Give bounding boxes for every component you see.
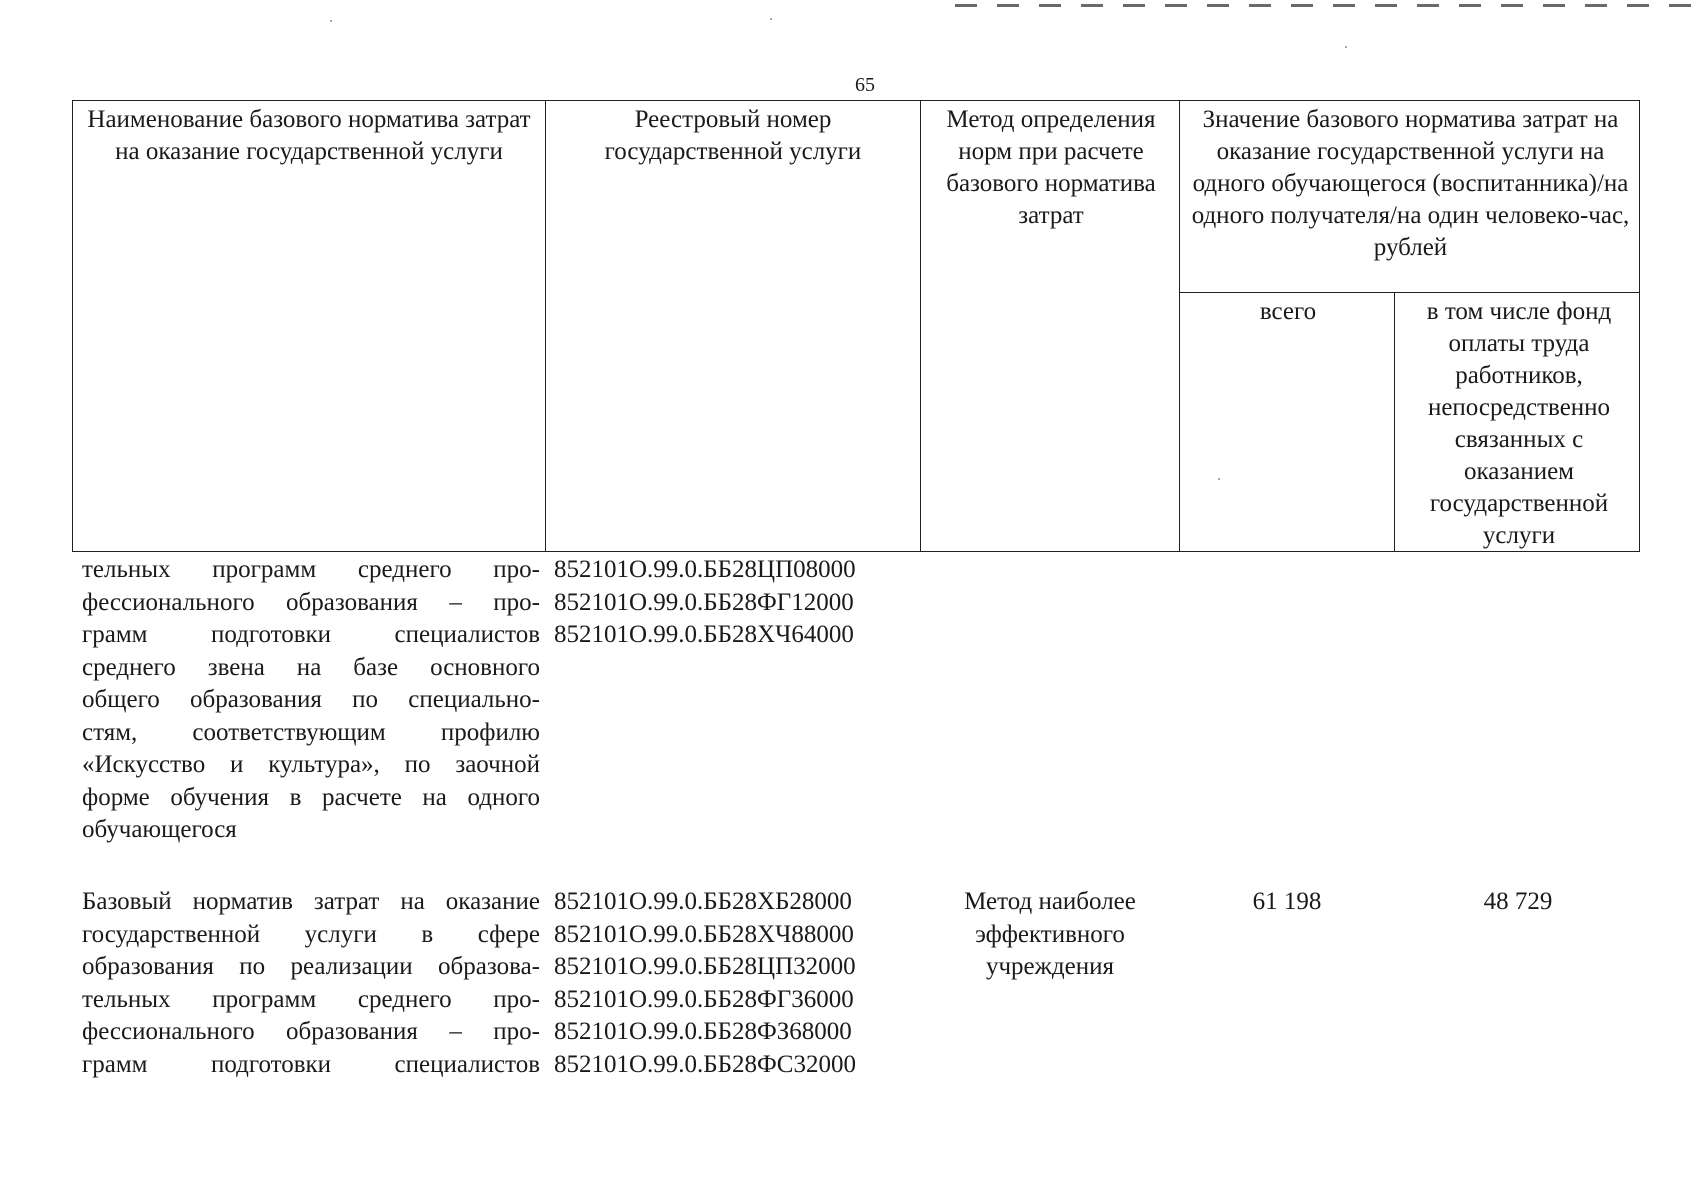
text-line: фессионального образования – про- [82, 1018, 540, 1045]
header-registry-number-column: Реестровый номер государственной услуги [604, 106, 862, 165]
registry-number: 852101О.99.0.ББ28ФС32000 [554, 1050, 856, 1078]
text-line: образования по реализации образова- [82, 953, 540, 980]
row-2-total-value: 61 198 [1252, 888, 1322, 915]
subcolumn-divider [1394, 292, 1395, 551]
text-line: «Искусство и культура», по заочной [82, 751, 540, 778]
text-line: государственной услуги в сфере [82, 920, 540, 948]
text-line: стям, соответствующим профилю [82, 718, 540, 746]
scan-speck [330, 20, 332, 22]
row-1-registry-numbers [554, 554, 856, 652]
row-1-service-name [82, 554, 540, 847]
column-divider [920, 101, 921, 551]
scan-speck [1345, 46, 1347, 48]
text-line: среднего звена на базе основного [82, 653, 540, 681]
header-value-column: Значение базового норматива затрат на оказание государственной услуги на одного обучающегося (воспитанника)/на одного получателя/на один человеко-час, рублей [1191, 106, 1630, 261]
text-line: обучающегося [82, 816, 237, 843]
row-2-registry-numbers [554, 886, 856, 1081]
row-2-method: Метод наиболее эффективного учреждения [964, 888, 1136, 980]
text-line: фессионального образования – про- [82, 588, 540, 616]
header-name-column: Наименование базового норматива затрат на оказание государственной услуги [87, 106, 531, 165]
subheader-divider [1179, 292, 1639, 293]
column-divider [1179, 101, 1180, 551]
registry-number: 852101О.99.0.ББ28ФГ12000 [554, 588, 854, 616]
table-header [72, 100, 1640, 552]
scan-dash-artifact [955, 4, 1695, 7]
scan-speck [770, 18, 772, 20]
text-line: тельных программ среднего про- [82, 985, 540, 1013]
row-2-wage-fund-value: 48 729 [1483, 888, 1553, 915]
text-line: Базовый норматив затрат на оказание [82, 888, 540, 915]
row-2-service-name [82, 886, 540, 1081]
page-number: 65 [855, 74, 875, 96]
registry-number: 852101О.99.0.ББ28ЦП08000 [554, 556, 856, 583]
registry-number: 852101О.99.0.ББ28ХЧ64000 [554, 621, 854, 648]
registry-number: 852101О.99.0.ББ28ФЗ68000 [554, 1018, 852, 1045]
header-method-column: Метод определения норм при расчете базового норматива затрат [946, 106, 1156, 229]
registry-number: 852101О.99.0.ББ28ХЧ88000 [554, 920, 854, 948]
text-line: общего образования по специально- [82, 686, 540, 713]
text-line: тельных программ среднего про- [82, 556, 540, 583]
text-line: грамм подготовки специалистов [82, 1050, 540, 1078]
header-wage-fund-subcolumn: в том числе фонд оплаты труда работников, непосредственно связанных с оказанием государственной услуги [1426, 298, 1612, 549]
registry-number: 852101О.99.0.ББ28ХБ28000 [554, 888, 852, 915]
text-line: грамм подготовки специалистов [82, 621, 540, 648]
column-divider [545, 101, 546, 551]
registry-number: 852101О.99.0.ББ28ФГ36000 [554, 985, 854, 1013]
registry-number: 852101О.99.0.ББ28ЦП32000 [554, 953, 856, 980]
text-line: форме обучения в расчете на одного [82, 783, 540, 811]
header-total-subcolumn: всего [1259, 298, 1317, 325]
